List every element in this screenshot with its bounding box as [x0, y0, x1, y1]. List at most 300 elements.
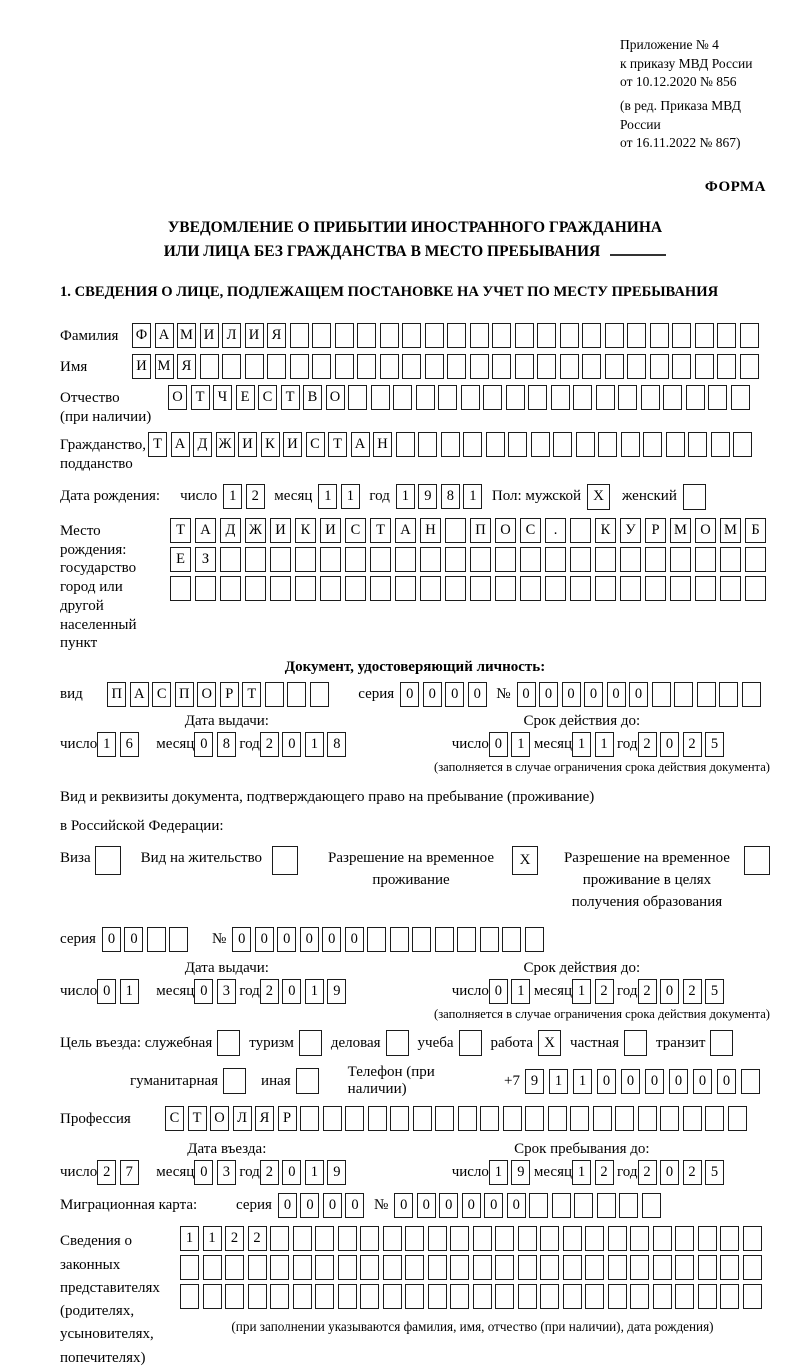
- char-cell[interactable]: 0: [278, 1193, 297, 1218]
- char-cell[interactable]: И: [238, 432, 257, 457]
- char-cell[interactable]: [412, 927, 431, 952]
- char-cell[interactable]: 0: [645, 1069, 664, 1094]
- char-cell[interactable]: [621, 432, 640, 457]
- char-cell[interactable]: 2: [260, 732, 279, 757]
- char-cell[interactable]: У: [620, 518, 641, 543]
- char-cell[interactable]: 1: [572, 979, 591, 1004]
- char-cell[interactable]: З: [195, 547, 216, 572]
- char-cell[interactable]: Д: [220, 518, 241, 543]
- char-cell[interactable]: [195, 576, 216, 601]
- char-cell[interactable]: 1: [305, 732, 324, 757]
- char-cell[interactable]: А: [171, 432, 190, 457]
- char-cell[interactable]: 0: [300, 1193, 319, 1218]
- char-cell[interactable]: [660, 1106, 679, 1131]
- char-cell[interactable]: Н: [373, 432, 392, 457]
- char-cell[interactable]: [345, 547, 366, 572]
- char-cell[interactable]: 0: [277, 927, 296, 952]
- char-cell[interactable]: [619, 1193, 638, 1218]
- char-cell[interactable]: 1: [180, 1226, 199, 1251]
- char-cell[interactable]: 9: [418, 484, 437, 509]
- char-cell[interactable]: [525, 927, 544, 952]
- char-cell[interactable]: 2: [225, 1226, 244, 1251]
- char-cell[interactable]: 0: [669, 1069, 688, 1094]
- char-cell[interactable]: [540, 1255, 559, 1280]
- char-cell[interactable]: [518, 1284, 537, 1309]
- char-cell[interactable]: Р: [278, 1106, 297, 1131]
- char-cell[interactable]: [492, 354, 511, 379]
- char-cell[interactable]: [360, 1284, 379, 1309]
- visa-checkbox[interactable]: [95, 846, 121, 875]
- char-cell[interactable]: [641, 385, 660, 410]
- char-cell[interactable]: 2: [246, 484, 265, 509]
- char-cell[interactable]: [720, 1226, 739, 1251]
- char-cell[interactable]: А: [155, 323, 174, 348]
- char-cell[interactable]: О: [210, 1106, 229, 1131]
- char-cell[interactable]: [170, 576, 191, 601]
- char-cell[interactable]: [698, 1255, 717, 1280]
- char-cell[interactable]: 2: [683, 732, 702, 757]
- char-cell[interactable]: [698, 1226, 717, 1251]
- char-cell[interactable]: [695, 354, 714, 379]
- char-cell[interactable]: [486, 432, 505, 457]
- char-cell[interactable]: [312, 323, 331, 348]
- purpose-gumanitarnaya-checkbox[interactable]: [223, 1068, 246, 1094]
- char-cell[interactable]: Е: [170, 547, 191, 572]
- char-cell[interactable]: 2: [683, 1160, 702, 1185]
- char-cell[interactable]: [470, 576, 491, 601]
- char-cell[interactable]: 0: [489, 732, 508, 757]
- char-cell[interactable]: 0: [194, 1160, 213, 1185]
- char-cell[interactable]: 0: [717, 1069, 736, 1094]
- char-cell[interactable]: [551, 385, 570, 410]
- char-cell[interactable]: [598, 432, 617, 457]
- char-cell[interactable]: О: [326, 385, 345, 410]
- char-cell[interactable]: А: [195, 518, 216, 543]
- char-cell[interactable]: [620, 547, 641, 572]
- char-cell[interactable]: 5: [705, 979, 724, 1004]
- char-cell[interactable]: 2: [638, 979, 657, 1004]
- char-cell[interactable]: [390, 1106, 409, 1131]
- char-cell[interactable]: .: [545, 518, 566, 543]
- char-cell[interactable]: [470, 354, 489, 379]
- char-cell[interactable]: И: [245, 323, 264, 348]
- form-number-blank[interactable]: [610, 242, 666, 256]
- char-cell[interactable]: [450, 1255, 469, 1280]
- char-cell[interactable]: [720, 576, 741, 601]
- char-cell[interactable]: [293, 1226, 312, 1251]
- char-cell[interactable]: 0: [232, 927, 251, 952]
- char-cell[interactable]: [270, 1284, 289, 1309]
- char-cell[interactable]: [520, 547, 541, 572]
- char-cell[interactable]: [480, 1106, 499, 1131]
- char-cell[interactable]: 0: [124, 927, 143, 952]
- char-cell[interactable]: П: [107, 682, 126, 707]
- purpose-inaya-checkbox[interactable]: [296, 1068, 319, 1094]
- char-cell[interactable]: [461, 385, 480, 410]
- char-cell[interactable]: [360, 1226, 379, 1251]
- char-cell[interactable]: [435, 927, 454, 952]
- char-cell[interactable]: [620, 576, 641, 601]
- char-cell[interactable]: [371, 385, 390, 410]
- char-cell[interactable]: [428, 1284, 447, 1309]
- char-cell[interactable]: 0: [489, 979, 508, 1004]
- char-cell[interactable]: Ч: [213, 385, 232, 410]
- char-cell[interactable]: [380, 323, 399, 348]
- char-cell[interactable]: 5: [705, 732, 724, 757]
- char-cell[interactable]: [445, 576, 466, 601]
- sex-female-checkbox[interactable]: [683, 484, 706, 510]
- char-cell[interactable]: [548, 1106, 567, 1131]
- char-cell[interactable]: [225, 1284, 244, 1309]
- char-cell[interactable]: [390, 927, 409, 952]
- char-cell[interactable]: 1: [396, 484, 415, 509]
- char-cell[interactable]: [545, 547, 566, 572]
- char-cell[interactable]: 1: [305, 1160, 324, 1185]
- purpose-delovaya-checkbox[interactable]: [386, 1030, 409, 1056]
- char-cell[interactable]: И: [132, 354, 151, 379]
- char-cell[interactable]: [508, 432, 527, 457]
- char-cell[interactable]: [743, 1284, 762, 1309]
- char-cell[interactable]: П: [470, 518, 491, 543]
- char-cell[interactable]: 0: [394, 1193, 413, 1218]
- char-cell[interactable]: [395, 547, 416, 572]
- char-cell[interactable]: [719, 682, 738, 707]
- char-cell[interactable]: [643, 432, 662, 457]
- char-cell[interactable]: 2: [595, 1160, 614, 1185]
- char-cell[interactable]: [200, 354, 219, 379]
- char-cell[interactable]: [615, 1106, 634, 1131]
- char-cell[interactable]: [540, 1284, 559, 1309]
- char-cell[interactable]: [743, 1226, 762, 1251]
- char-cell[interactable]: Л: [233, 1106, 252, 1131]
- char-cell[interactable]: 0: [660, 1160, 679, 1185]
- char-cell[interactable]: [450, 1284, 469, 1309]
- char-cell[interactable]: [420, 576, 441, 601]
- char-cell[interactable]: [447, 323, 466, 348]
- char-cell[interactable]: 1: [511, 979, 530, 1004]
- char-cell[interactable]: [416, 385, 435, 410]
- char-cell[interactable]: [652, 682, 671, 707]
- char-cell[interactable]: [627, 354, 646, 379]
- char-cell[interactable]: 2: [683, 979, 702, 1004]
- char-cell[interactable]: М: [670, 518, 691, 543]
- char-cell[interactable]: [595, 547, 616, 572]
- char-cell[interactable]: 1: [318, 484, 337, 509]
- char-cell[interactable]: 3: [217, 1160, 236, 1185]
- char-cell[interactable]: [740, 354, 759, 379]
- char-cell[interactable]: С: [152, 682, 171, 707]
- char-cell[interactable]: [563, 1226, 582, 1251]
- char-cell[interactable]: [383, 1284, 402, 1309]
- char-cell[interactable]: 0: [484, 1193, 503, 1218]
- char-cell[interactable]: 0: [629, 682, 648, 707]
- char-cell[interactable]: [458, 1106, 477, 1131]
- char-cell[interactable]: [380, 354, 399, 379]
- char-cell[interactable]: [368, 1106, 387, 1131]
- char-cell[interactable]: [520, 576, 541, 601]
- char-cell[interactable]: Д: [193, 432, 212, 457]
- char-cell[interactable]: [383, 1255, 402, 1280]
- char-cell[interactable]: [405, 1226, 424, 1251]
- char-cell[interactable]: [697, 682, 716, 707]
- char-cell[interactable]: [270, 1226, 289, 1251]
- char-cell[interactable]: [470, 547, 491, 572]
- char-cell[interactable]: [585, 1255, 604, 1280]
- char-cell[interactable]: 5: [705, 1160, 724, 1185]
- char-cell[interactable]: А: [351, 432, 370, 457]
- char-cell[interactable]: [563, 1284, 582, 1309]
- char-cell[interactable]: [360, 1255, 379, 1280]
- char-cell[interactable]: [645, 547, 666, 572]
- char-cell[interactable]: [574, 1193, 593, 1218]
- char-cell[interactable]: [597, 1193, 616, 1218]
- char-cell[interactable]: [675, 1255, 694, 1280]
- char-cell[interactable]: [545, 576, 566, 601]
- char-cell[interactable]: [605, 323, 624, 348]
- char-cell[interactable]: А: [130, 682, 149, 707]
- char-cell[interactable]: [293, 1255, 312, 1280]
- char-cell[interactable]: [420, 547, 441, 572]
- char-cell[interactable]: [245, 547, 266, 572]
- char-cell[interactable]: [418, 432, 437, 457]
- char-cell[interactable]: [463, 432, 482, 457]
- char-cell[interactable]: 1: [305, 979, 324, 1004]
- char-cell[interactable]: [560, 323, 579, 348]
- char-cell[interactable]: [383, 1226, 402, 1251]
- char-cell[interactable]: [338, 1284, 357, 1309]
- char-cell[interactable]: [395, 576, 416, 601]
- char-cell[interactable]: [708, 385, 727, 410]
- char-cell[interactable]: 0: [102, 927, 121, 952]
- char-cell[interactable]: [529, 1193, 548, 1218]
- char-cell[interactable]: 2: [595, 979, 614, 1004]
- char-cell[interactable]: 0: [282, 1160, 301, 1185]
- char-cell[interactable]: [203, 1284, 222, 1309]
- char-cell[interactable]: Т: [148, 432, 167, 457]
- char-cell[interactable]: 1: [572, 1160, 591, 1185]
- char-cell[interactable]: [393, 385, 412, 410]
- char-cell[interactable]: [300, 1106, 319, 1131]
- char-cell[interactable]: [315, 1226, 334, 1251]
- char-cell[interactable]: [670, 576, 691, 601]
- char-cell[interactable]: 8: [217, 732, 236, 757]
- char-cell[interactable]: [370, 576, 391, 601]
- char-cell[interactable]: [402, 354, 421, 379]
- char-cell[interactable]: [528, 385, 547, 410]
- char-cell[interactable]: [405, 1284, 424, 1309]
- char-cell[interactable]: [720, 1284, 739, 1309]
- char-cell[interactable]: [741, 1069, 760, 1094]
- char-cell[interactable]: Ж: [216, 432, 235, 457]
- char-cell[interactable]: [593, 1106, 612, 1131]
- char-cell[interactable]: О: [168, 385, 187, 410]
- char-cell[interactable]: 6: [120, 732, 139, 757]
- char-cell[interactable]: 2: [638, 1160, 657, 1185]
- char-cell[interactable]: [445, 547, 466, 572]
- char-cell[interactable]: [470, 323, 489, 348]
- char-cell[interactable]: Я: [177, 354, 196, 379]
- char-cell[interactable]: [295, 547, 316, 572]
- char-cell[interactable]: [537, 354, 556, 379]
- char-cell[interactable]: [335, 354, 354, 379]
- char-cell[interactable]: [515, 323, 534, 348]
- char-cell[interactable]: Е: [236, 385, 255, 410]
- char-cell[interactable]: М: [720, 518, 741, 543]
- char-cell[interactable]: И: [283, 432, 302, 457]
- char-cell[interactable]: [267, 354, 286, 379]
- char-cell[interactable]: С: [520, 518, 541, 543]
- char-cell[interactable]: 1: [120, 979, 139, 1004]
- char-cell[interactable]: [596, 385, 615, 410]
- char-cell[interactable]: 0: [194, 979, 213, 1004]
- char-cell[interactable]: 0: [507, 1193, 526, 1218]
- char-cell[interactable]: [480, 927, 499, 952]
- purpose-rabota-checkbox[interactable]: X: [538, 1030, 561, 1056]
- purpose-ucheba-checkbox[interactable]: [459, 1030, 482, 1056]
- char-cell[interactable]: [695, 576, 716, 601]
- char-cell[interactable]: [222, 354, 241, 379]
- char-cell[interactable]: [290, 323, 309, 348]
- char-cell[interactable]: [345, 1106, 364, 1131]
- char-cell[interactable]: [495, 1284, 514, 1309]
- char-cell[interactable]: [457, 927, 476, 952]
- char-cell[interactable]: [370, 547, 391, 572]
- char-cell[interactable]: Б: [745, 518, 766, 543]
- char-cell[interactable]: 0: [562, 682, 581, 707]
- char-cell[interactable]: 0: [584, 682, 603, 707]
- char-cell[interactable]: [618, 385, 637, 410]
- char-cell[interactable]: 2: [248, 1226, 267, 1251]
- char-cell[interactable]: [438, 385, 457, 410]
- char-cell[interactable]: 0: [322, 927, 341, 952]
- char-cell[interactable]: 1: [511, 732, 530, 757]
- char-cell[interactable]: [608, 1255, 627, 1280]
- char-cell[interactable]: [720, 1255, 739, 1280]
- char-cell[interactable]: 0: [539, 682, 558, 707]
- char-cell[interactable]: 0: [423, 682, 442, 707]
- char-cell[interactable]: [743, 1255, 762, 1280]
- char-cell[interactable]: [315, 1255, 334, 1280]
- char-cell[interactable]: [688, 432, 707, 457]
- char-cell[interactable]: 0: [621, 1069, 640, 1094]
- char-cell[interactable]: [495, 547, 516, 572]
- char-cell[interactable]: [570, 518, 591, 543]
- sex-male-checkbox[interactable]: X: [587, 484, 610, 510]
- char-cell[interactable]: [402, 323, 421, 348]
- char-cell[interactable]: [220, 576, 241, 601]
- char-cell[interactable]: 0: [597, 1069, 616, 1094]
- char-cell[interactable]: [405, 1255, 424, 1280]
- char-cell[interactable]: Т: [188, 1106, 207, 1131]
- char-cell[interactable]: 8: [441, 484, 460, 509]
- char-cell[interactable]: 8: [327, 732, 346, 757]
- char-cell[interactable]: [396, 432, 415, 457]
- char-cell[interactable]: С: [345, 518, 366, 543]
- char-cell[interactable]: [245, 576, 266, 601]
- char-cell[interactable]: 0: [607, 682, 626, 707]
- char-cell[interactable]: [663, 385, 682, 410]
- char-cell[interactable]: О: [695, 518, 716, 543]
- char-cell[interactable]: 0: [400, 682, 419, 707]
- char-cell[interactable]: [552, 1193, 571, 1218]
- char-cell[interactable]: [695, 547, 716, 572]
- char-cell[interactable]: 0: [660, 979, 679, 1004]
- char-cell[interactable]: [537, 323, 556, 348]
- char-cell[interactable]: [650, 323, 669, 348]
- char-cell[interactable]: [695, 323, 714, 348]
- char-cell[interactable]: [630, 1226, 649, 1251]
- char-cell[interactable]: [425, 323, 444, 348]
- char-cell[interactable]: 0: [468, 682, 487, 707]
- char-cell[interactable]: [711, 432, 730, 457]
- char-cell[interactable]: [447, 354, 466, 379]
- char-cell[interactable]: [495, 1255, 514, 1280]
- char-cell[interactable]: [683, 1106, 702, 1131]
- char-cell[interactable]: 0: [255, 927, 274, 952]
- char-cell[interactable]: 1: [572, 732, 591, 757]
- char-cell[interactable]: 0: [323, 1193, 342, 1218]
- char-cell[interactable]: [503, 1106, 522, 1131]
- char-cell[interactable]: [312, 354, 331, 379]
- char-cell[interactable]: 9: [327, 979, 346, 1004]
- char-cell[interactable]: [608, 1284, 627, 1309]
- char-cell[interactable]: В: [303, 385, 322, 410]
- char-cell[interactable]: 1: [203, 1226, 222, 1251]
- char-cell[interactable]: [265, 682, 284, 707]
- char-cell[interactable]: [483, 385, 502, 410]
- char-cell[interactable]: [428, 1255, 447, 1280]
- char-cell[interactable]: Л: [222, 323, 241, 348]
- char-cell[interactable]: 0: [417, 1193, 436, 1218]
- char-cell[interactable]: [495, 1226, 514, 1251]
- char-cell[interactable]: 2: [638, 732, 657, 757]
- char-cell[interactable]: [733, 432, 752, 457]
- char-cell[interactable]: [450, 1226, 469, 1251]
- char-cell[interactable]: С: [258, 385, 277, 410]
- char-cell[interactable]: И: [270, 518, 291, 543]
- char-cell[interactable]: [315, 1284, 334, 1309]
- char-cell[interactable]: [518, 1226, 537, 1251]
- char-cell[interactable]: [169, 927, 188, 952]
- char-cell[interactable]: [348, 385, 367, 410]
- char-cell[interactable]: [653, 1255, 672, 1280]
- char-cell[interactable]: 0: [660, 732, 679, 757]
- char-cell[interactable]: [674, 682, 693, 707]
- char-cell[interactable]: Я: [267, 323, 286, 348]
- residence-permit-checkbox[interactable]: [272, 846, 298, 875]
- purpose-turizm-checkbox[interactable]: [299, 1030, 322, 1056]
- char-cell[interactable]: [357, 323, 376, 348]
- char-cell[interactable]: 2: [97, 1160, 116, 1185]
- char-cell[interactable]: [245, 354, 264, 379]
- char-cell[interactable]: [717, 323, 736, 348]
- char-cell[interactable]: 0: [300, 927, 319, 952]
- char-cell[interactable]: [502, 927, 521, 952]
- char-cell[interactable]: 1: [489, 1160, 508, 1185]
- char-cell[interactable]: [338, 1255, 357, 1280]
- char-cell[interactable]: [441, 432, 460, 457]
- char-cell[interactable]: [670, 547, 691, 572]
- char-cell[interactable]: [585, 1226, 604, 1251]
- char-cell[interactable]: [627, 323, 646, 348]
- char-cell[interactable]: [573, 385, 592, 410]
- char-cell[interactable]: [445, 518, 466, 543]
- char-cell[interactable]: М: [155, 354, 174, 379]
- char-cell[interactable]: [582, 323, 601, 348]
- char-cell[interactable]: 0: [345, 927, 364, 952]
- char-cell[interactable]: Т: [370, 518, 391, 543]
- char-cell[interactable]: 0: [282, 732, 301, 757]
